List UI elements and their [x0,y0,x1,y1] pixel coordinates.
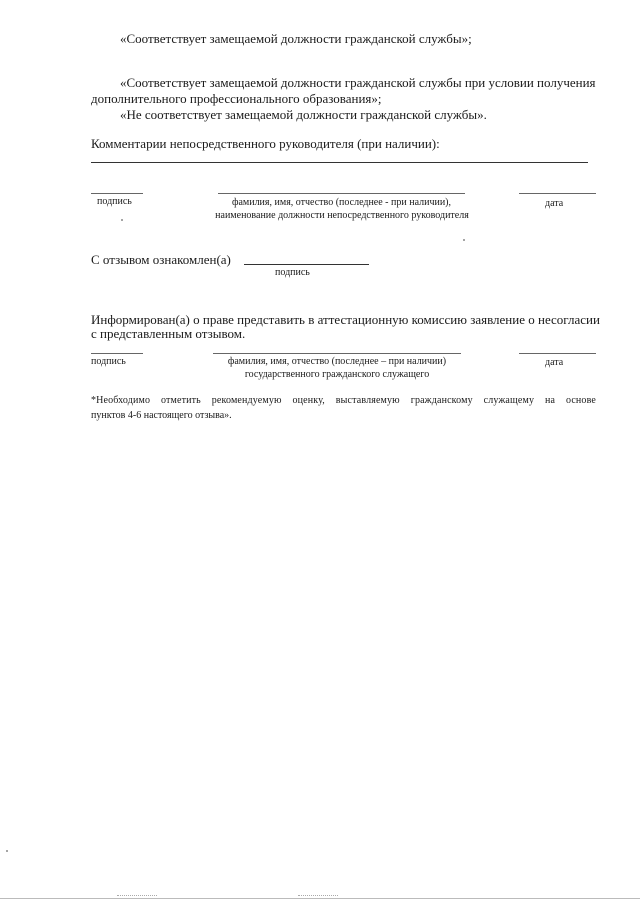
scan-speck [463,239,465,241]
footnote-line2: пунктов 4-6 настоящего отзыва». [91,410,232,421]
manager-comments-label: Комментарии непосредственного руководителя (при наличии): [91,136,440,151]
acknowledged-signature-caption: подпись [275,267,310,278]
manager-date-line [519,193,596,194]
option-corresponds: «Соответствует замещаемой должности гражданской службы»; [120,31,472,46]
employee-date-line [519,353,596,354]
scan-edge-mark [298,889,338,896]
manager-signature-line [91,193,143,194]
scan-speck [121,219,123,221]
acknowledged-signature-line [244,264,369,265]
employee-date-caption: дата [545,357,564,368]
footnote-line1: *Необходимо отметить рекомендуемую оценку, выставляемую гражданскому служащему на основе [91,395,596,406]
acknowledged-label: С отзывом ознакомлен(а) [91,252,231,267]
employee-name-caption-line1: фамилия, имя, отчество (последнее – при наличии) [227,356,447,367]
scan-bottom-edge [0,898,640,899]
employee-name-caption-line2: государственного гражданского служащего [244,369,430,380]
option-corresponds-conditional-line1: «Соответствует замещаемой должности гражданской службы при условии получения [120,75,596,90]
manager-date-caption: дата [545,198,564,209]
option-corresponds-conditional-line2: дополнительного профессионального образования»; [91,91,382,106]
manager-name-caption-line1: фамилия, имя, отчество (последнее - при наличии), [231,197,452,208]
manager-name-line [218,193,465,194]
scan-edge-mark [117,889,157,896]
scan-speck [6,850,8,852]
informed-line1: Информирован(а) о праве представить в аттестационную комиссию заявление о несогласии [91,312,600,327]
manager-signature-caption: подпись [97,196,132,207]
employee-signature-line [91,353,143,354]
manager-comments-line [91,162,588,163]
employee-name-line [213,353,461,354]
option-not-corresponds: «Не соответствует замещаемой должности гражданской службы». [120,107,487,122]
manager-name-caption-line2: наименование должности непосредственного руководителя [215,210,469,221]
informed-line2: с представленным отзывом. [91,326,246,341]
employee-signature-caption: подпись [91,356,126,367]
